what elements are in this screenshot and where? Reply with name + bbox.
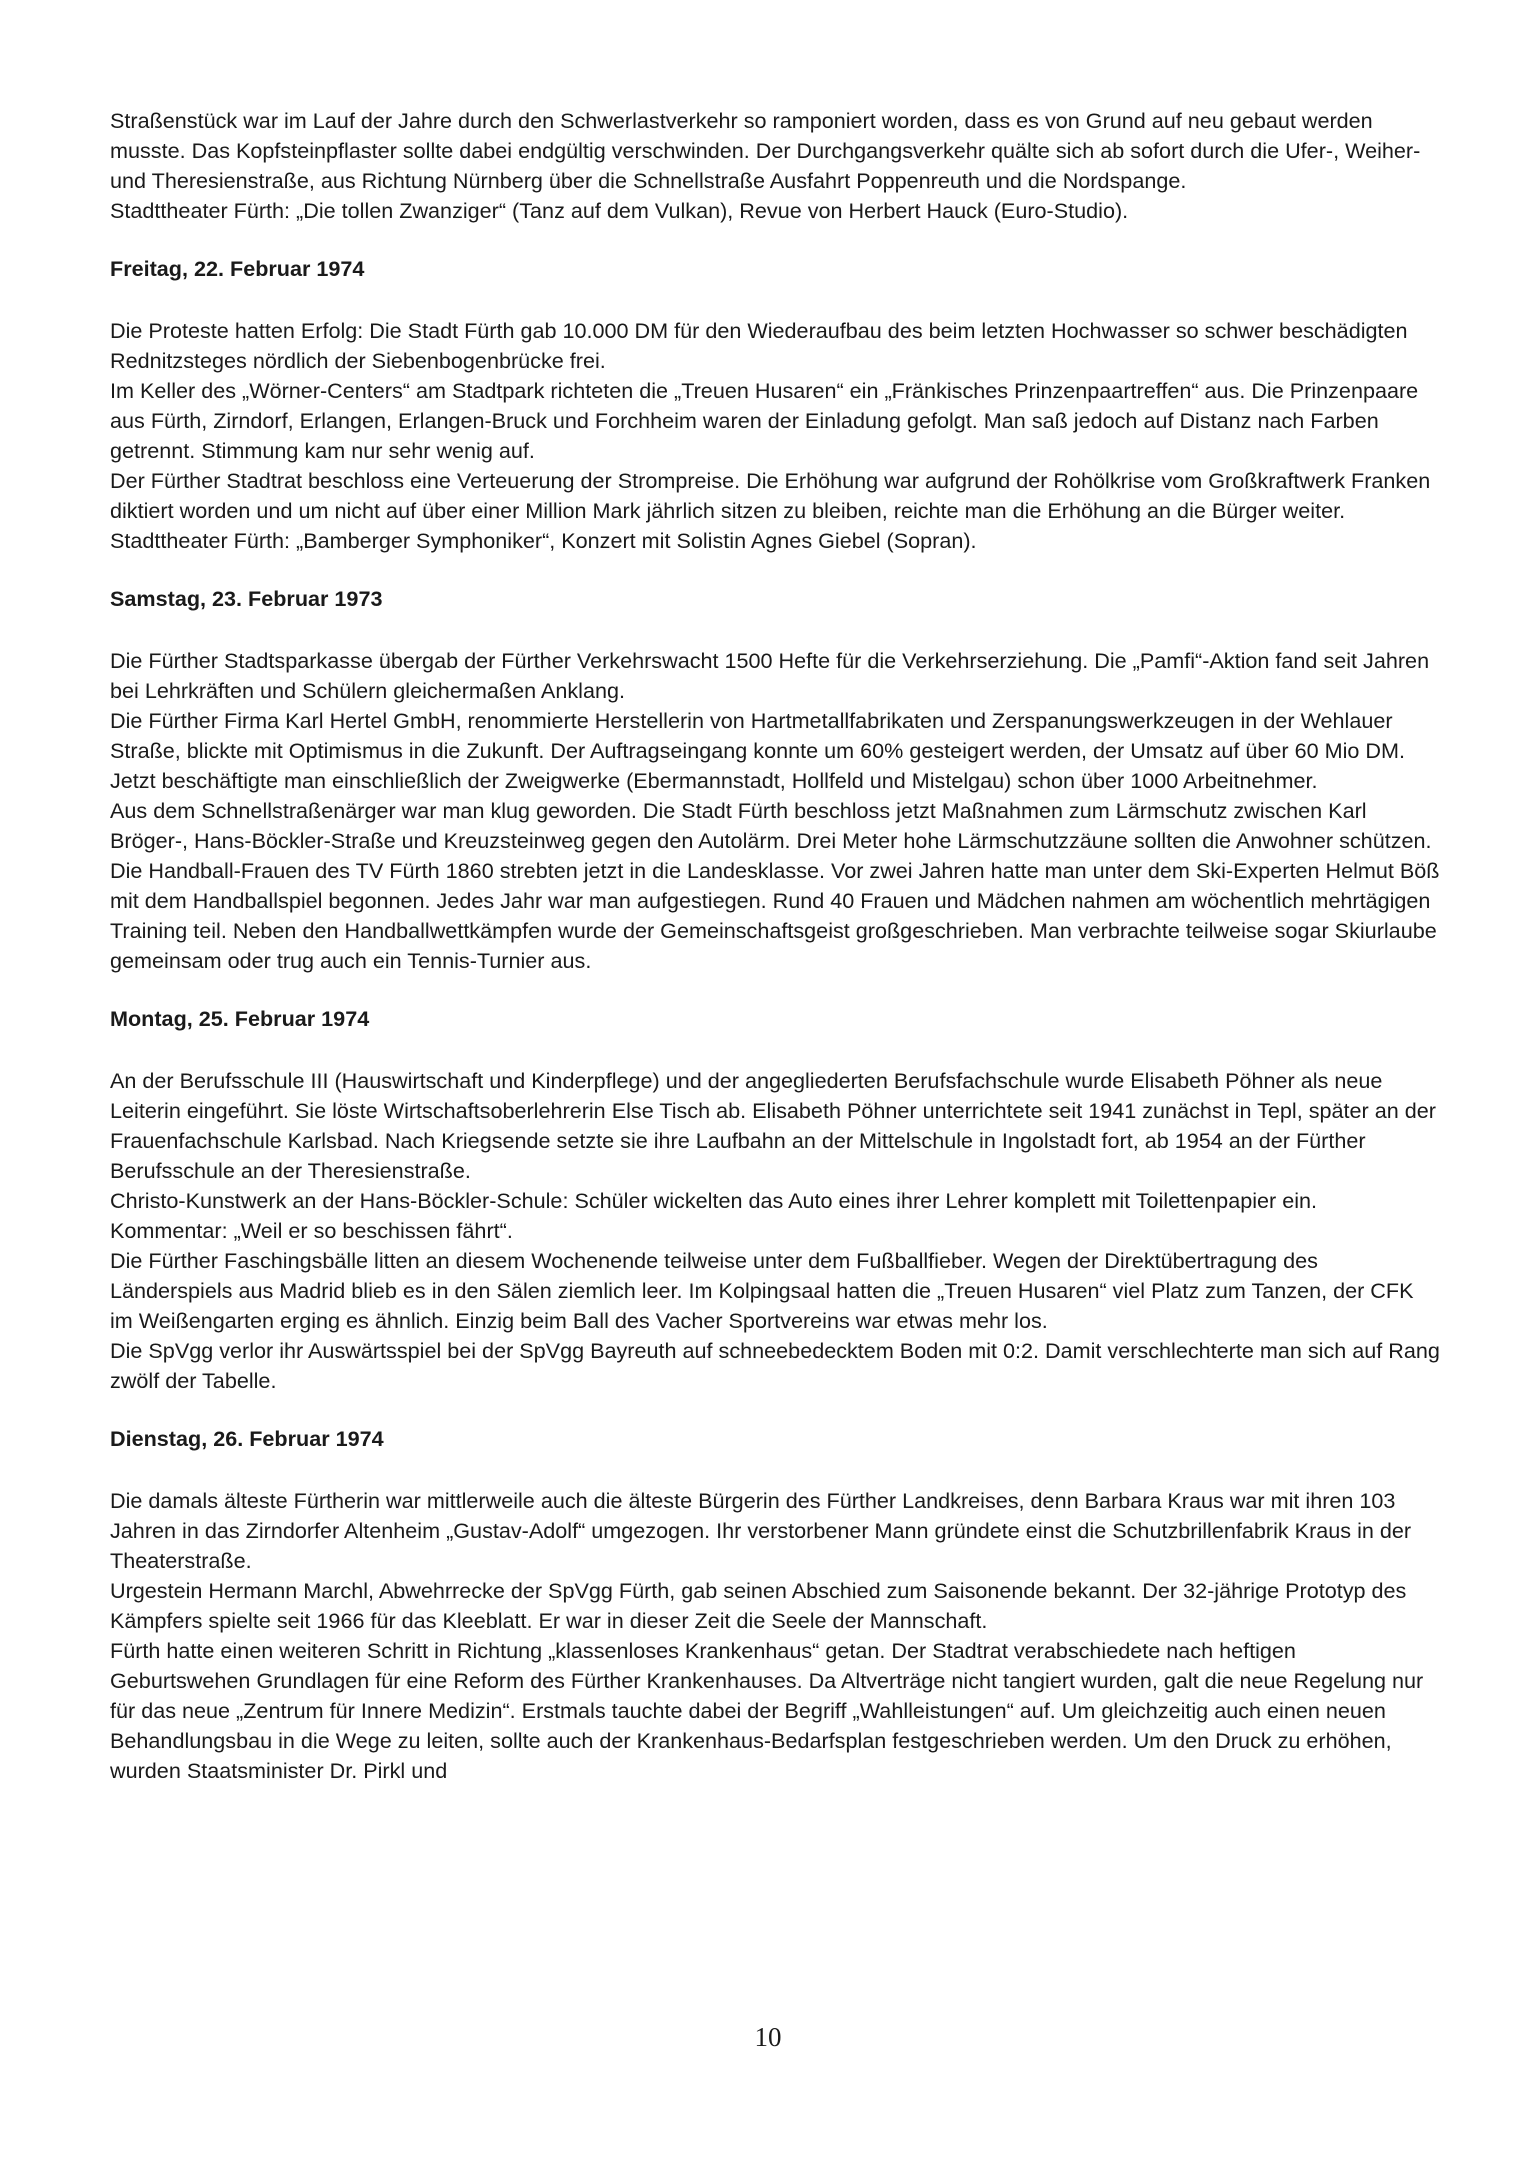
section-samstag	[110, 584, 1440, 976]
paragraph: Christo-Kunstwerk an der Hans-Böckler-Schule: Schüler wickelten das Auto eines ihrer Lehrer komplett mit Toilettenpapier ein. Kommentar: „Weil er so beschissen fährt“.	[110, 1188, 1318, 1243]
section-heading: Dienstag, 26. Februar 1974	[110, 1426, 384, 1451]
page-number: 10	[754, 2022, 782, 2052]
paragraph: Die Fürther Faschingsbälle litten an diesem Wochenende teilweise unter dem Fußballfieber. Wegen der Direktübertragung des Länderspiels aus Madrid blieb es in den Sälen ziemlich leer. Im Kolpingsaal hatten die „Treuen Husaren“ viel Platz zum Tanzen, der CFK im Weißengarten erging es ähnlich. Einzig beim Ball des Vacher Sportvereins war etwas mehr los.	[110, 1248, 1414, 1333]
paragraph: Straßenstück war im Lauf der Jahre durch den Schwerlastverkehr so ramponiert worden, dass es von Grund auf neu gebaut werden musste. Das Kopfsteinpflaster sollte dabei endgültig verschwinden. Der Durchgangsverkehr quälte sich ab sofort durch die Ufer-, Weiher- und Theresienstraße, aus Richtung Nürnberg über die Schnellstraße Ausfahrt Poppenreuth und die Nordspange.	[110, 108, 1421, 193]
section-montag	[110, 1004, 1440, 1396]
paragraph: Urgestein Hermann Marchl, Abwehrrecke der SpVgg Fürth, gab seinen Abschied zum Saisonende bekannt. Der 32-jährige Prototyp des Kämpfers spielte seit 1966 für das Kleeblatt. Er war in dieser Zeit die Seele der Mannschaft.	[110, 1578, 1407, 1633]
paragraph: Der Fürther Stadtrat beschloss eine Verteuerung der Strompreise. Die Erhöhung war aufgrund der Rohölkrise vom Großkraftwerk Franken diktiert worden und um nicht auf über einer Million Mark jährlich sitzen zu bleiben, reichte man die Erhöhung an die Bürger weiter.	[110, 468, 1431, 523]
paragraph: Die damals älteste Fürtherin war mittlerweile auch die älteste Bürgerin des Fürther Landkreises, denn Barbara Kraus war mit ihren 103 Jahren in das Zirndorfer Altenheim „Gustav-Adolf“ umgezogen. Ihr verstorbener Mann gründete einst die Schutzbrillenfabrik Kraus in der Theaterstraße.	[110, 1488, 1412, 1573]
paragraph: Die Fürther Firma Karl Hertel GmbH, renommierte Herstellerin von Hartmetallfabrikaten und Zerspanungswerkzeugen in der Wehlauer Straße, blickte mit Optimismus in die Zukunft. Der Auftragseingang konnte um 60% gesteigert werden, der Umsatz auf über 60 Mio DM. Jetzt beschäftigte man einschließlich der Zweigwerke (Ebermannstadt, Hollfeld und Mistelgau) schon über 1000 Arbeitnehmer.	[110, 708, 1406, 793]
paragraph: Die Proteste hatten Erfolg: Die Stadt Fürth gab 10.000 DM für den Wiederaufbau des beim letzten Hochwasser so schwer beschädigten Rednitzsteges nördlich der Siebenbogenbrücke frei.	[110, 318, 1408, 373]
paragraph: Stadttheater Fürth: „Die tollen Zwanziger“ (Tanz auf dem Vulkan), Revue von Herbert Hauck (Euro-Studio).	[110, 198, 1129, 223]
paragraph: Fürth hatte einen weiteren Schritt in Richtung „klassenloses Krankenhaus“ getan. Der Stadtrat verabschiedete nach heftigen Geburtswehen Grundlagen für eine Reform des Fürther Krankenhauses. Da Altverträge nicht tangiert wurden, galt die neue Regelung nur für das neue „Zentrum für Innere Medizin“. Erstmals tauchte dabei der Begriff „Wahlleistungen“ auf. Um gleichzeitig auch einen neuen Behandlungsbau in die Wege zu leiten, sollte auch der Krankenhaus-Bedarfsplan festgeschrieben werden. Um den Druck zu erhöhen, wurden Staatsminister Dr. Pirkl und	[110, 1638, 1424, 1783]
paragraph: Aus dem Schnellstraßenärger war man klug geworden. Die Stadt Fürth beschloss jetzt Maßnahmen zum Lärmschutz zwischen Karl Bröger-, Hans-Böckler-Straße und Kreuzsteinweg gegen den Autolärm. Drei Meter hohe Lärmschutzzäune sollten die Anwohner schützen.	[110, 798, 1432, 853]
section-dienstag	[110, 1424, 1440, 1786]
section-freitag	[110, 254, 1440, 556]
paragraph: Im Keller des „Wörner-Centers“ am Stadtpark richteten die „Treuen Husaren“ ein „Fränkisches Prinzenpaartreffen“ aus. Die Prinzenpaare aus Fürth, Zirndorf, Erlangen, Erlangen-Bruck und Forchheim waren der Einladung gefolgt. Man saß jedoch auf Distanz nach Farben getrennt. Stimmung kam nur sehr wenig auf.	[110, 378, 1419, 463]
section-heading: Samstag, 23. Februar 1973	[110, 586, 383, 611]
intro-section	[110, 106, 1440, 226]
paragraph: An der Berufsschule III (Hauswirtschaft und Kinderpflege) und der angegliederten Berufsfachschule wurde Elisabeth Pöhner als neue Leiterin eingeführt. Sie löste Wirtschaftsoberlehrerin Else Tisch ab. Elisabeth Pöhner unterrichtete seit 1941 zunächst in Tepl, später an der Frauenfachschule Karlsbad. Nach Kriegsende setzte sie ihre Laufbahn an der Mittelschule in Ingolstadt fort, ab 1954 an der Fürther Berufsschule an der Theresienstraße.	[110, 1068, 1436, 1183]
document-page	[110, 106, 1440, 1786]
section-heading: Freitag, 22. Februar 1974	[110, 256, 365, 281]
paragraph: Die Handball-Frauen des TV Fürth 1860 strebten jetzt in die Landesklasse. Vor zwei Jahren hatte man unter dem Ski-Experten Helmut Böß mit dem Handballspiel begonnen. Jedes Jahr war man aufgestiegen. Rund 40 Frauen und Mädchen nahmen am wöchentlich mehrtägigen Training teil. Neben den Handballwettkämpfen wurde der Gemeinschaftsgeist großgeschrieben. Man verbrachte teilweise sogar Skiurlaube gemeinsam oder trug auch ein Tennis-Turnier aus.	[110, 858, 1440, 973]
section-heading: Montag, 25. Februar 1974	[110, 1006, 370, 1031]
paragraph: Die SpVgg verlor ihr Auswärtsspiel bei der SpVgg Bayreuth auf schneebedecktem Boden mit 0:2. Damit verschlechterte man sich auf Rang zwölf der Tabelle.	[110, 1338, 1440, 1393]
paragraph: Stadttheater Fürth: „Bamberger Symphoniker“, Konzert mit Solistin Agnes Giebel (Sopran).	[110, 528, 977, 553]
paragraph: Die Fürther Stadtsparkasse übergab der Fürther Verkehrswacht 1500 Hefte für die Verkehrserziehung. Die „Pamfi“-Aktion fand seit Jahren bei Lehrkräften und Schülern gleichermaßen Anklang.	[110, 648, 1430, 703]
